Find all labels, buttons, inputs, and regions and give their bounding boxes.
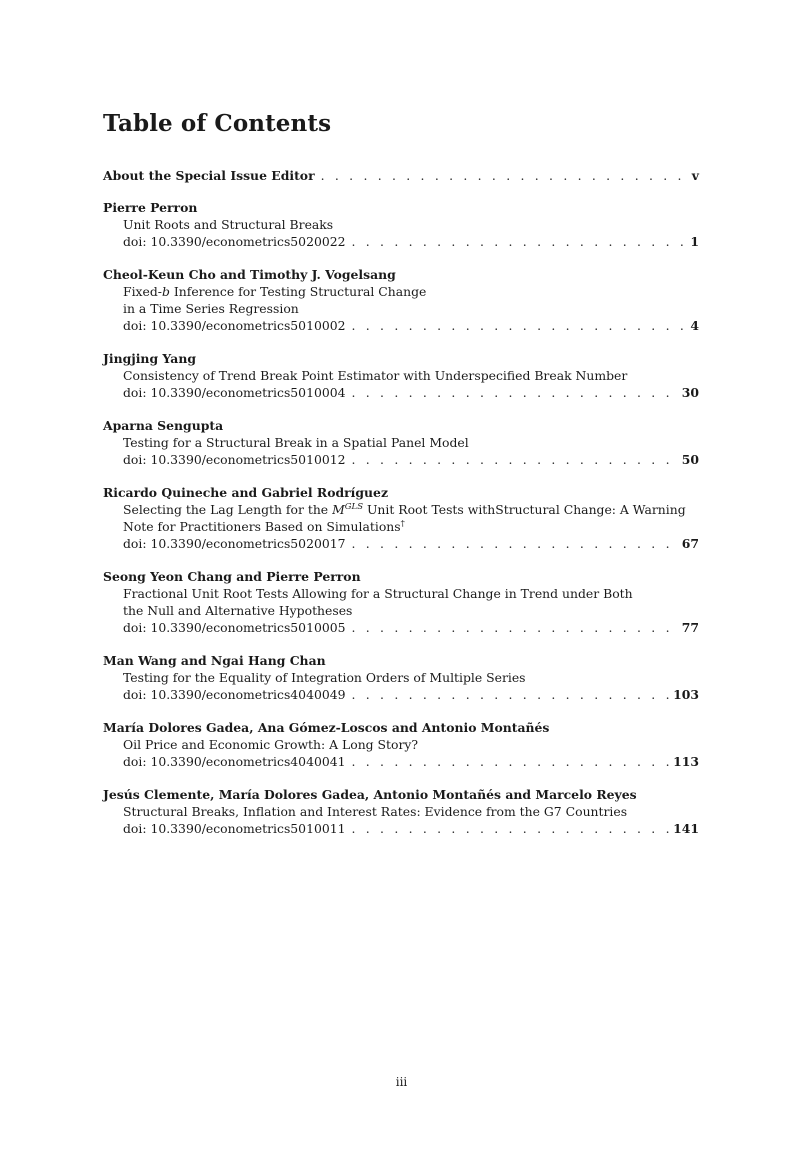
dot-leader bbox=[351, 535, 677, 552]
doi-line bbox=[103, 619, 699, 636]
entry-doi[interactable]: doi: 10.3390/econometrics4040041 bbox=[123, 754, 346, 769]
toc-entry-about[interactable] bbox=[103, 167, 699, 184]
toc-entry[interactable] bbox=[103, 484, 699, 552]
entry-authors: Jesús Clemente, María Dolores Gadea, Antonio Montañés and Marcelo Reyes bbox=[103, 787, 637, 802]
doi-line bbox=[103, 451, 699, 468]
entry-doi[interactable]: doi: 10.3390/econometrics5010004 bbox=[123, 385, 346, 400]
entry-authors: María Dolores Gadea, Ana Gómez-Loscos and Antonio Montañés bbox=[103, 720, 550, 735]
entry-doi[interactable]: doi: 10.3390/econometrics5010011 bbox=[123, 821, 346, 836]
dot-leader bbox=[351, 820, 669, 837]
toc-entry-line bbox=[103, 167, 699, 184]
table-of-contents bbox=[103, 167, 699, 853]
title-text: Note for Practitioners Based on Simulations bbox=[123, 519, 401, 534]
page-title: Table of Contents bbox=[103, 110, 332, 137]
page-number: 113 bbox=[673, 754, 699, 769]
page-number: 141 bbox=[673, 821, 699, 836]
entry-title: Oil Price and Economic Growth: A Long Story? bbox=[123, 737, 419, 752]
entry-title: Fractional Unit Root Tests Allowing for a Structural Change in Trend under Both bbox=[123, 586, 633, 601]
entry-authors: Pierre Perron bbox=[103, 200, 198, 215]
toc-entry-label: About the Special Issue Editor bbox=[103, 168, 315, 183]
entry-authors: Seong Yeon Chang and Pierre Perron bbox=[103, 569, 361, 584]
entry-authors: Jingjing Yang bbox=[103, 351, 197, 366]
entry-title-continued: the Null and Alternative Hypotheses bbox=[123, 603, 353, 618]
doi-line bbox=[103, 233, 699, 250]
toc-entry[interactable] bbox=[103, 266, 699, 334]
entry-doi[interactable]: doi: 10.3390/econometrics5010005 bbox=[123, 620, 346, 635]
entry-authors: Aparna Sengupta bbox=[103, 418, 224, 433]
page-number: 77 bbox=[681, 620, 699, 635]
doi-line bbox=[103, 384, 699, 401]
dot-leader bbox=[351, 686, 669, 703]
dot-leader bbox=[351, 753, 669, 770]
entry-doi[interactable]: doi: 10.3390/econometrics5020022 bbox=[123, 234, 346, 249]
entry-doi[interactable]: doi: 10.3390/econometrics4040049 bbox=[123, 687, 346, 702]
entry-title: Unit Roots and Structural Breaks bbox=[123, 217, 334, 232]
page-number: 67 bbox=[681, 536, 699, 551]
entry-title bbox=[103, 501, 699, 518]
page-number: 103 bbox=[673, 687, 699, 702]
doi-line bbox=[103, 820, 699, 837]
doi-line bbox=[103, 753, 699, 770]
toc-entry[interactable] bbox=[103, 719, 699, 770]
entry-doi[interactable]: doi: 10.3390/econometrics5020017 bbox=[123, 536, 346, 551]
entry-authors: Ricardo Quineche and Gabriel Rodríguez bbox=[103, 485, 388, 500]
doi-line bbox=[103, 535, 699, 552]
toc-entry[interactable] bbox=[103, 417, 699, 468]
doi-line bbox=[103, 686, 699, 703]
math-superscript: GLS bbox=[344, 502, 364, 512]
page-number: 30 bbox=[681, 385, 699, 400]
title-text: Unit Root Tests withStructural Change: A Warning bbox=[363, 502, 686, 517]
entry-title bbox=[103, 283, 699, 300]
dot-leader bbox=[351, 384, 677, 401]
entry-title: Structural Breaks, Inflation and Interest Rates: Evidence from the G7 Countries bbox=[123, 804, 628, 819]
title-text: Inference for Testing Structural Change bbox=[169, 284, 427, 299]
dot-leader bbox=[351, 619, 677, 636]
page-number: 1 bbox=[690, 234, 699, 249]
entry-doi[interactable]: doi: 10.3390/econometrics5010002 bbox=[123, 318, 346, 333]
toc-entry[interactable] bbox=[103, 199, 699, 250]
entry-doi[interactable]: doi: 10.3390/econometrics5010012 bbox=[123, 452, 346, 467]
toc-entry[interactable] bbox=[103, 350, 699, 401]
page-number: 50 bbox=[681, 452, 699, 467]
math-symbol: b bbox=[162, 284, 170, 299]
math-symbol: M bbox=[332, 502, 345, 517]
dot-leader bbox=[351, 233, 686, 250]
page-number: 4 bbox=[690, 318, 699, 333]
entry-authors: Cheol-Keun Cho and Timothy J. Vogelsang bbox=[103, 267, 396, 282]
title-text: Selecting the Lag Length for the bbox=[123, 502, 333, 517]
entry-title: Testing for a Structural Break in a Spatial Panel Model bbox=[123, 435, 469, 450]
entry-title-continued: in a Time Series Regression bbox=[123, 301, 299, 316]
dagger-footnote-mark: † bbox=[400, 519, 405, 529]
page-number-footer: iii bbox=[395, 1075, 408, 1089]
dot-leader bbox=[351, 451, 677, 468]
entry-title-continued bbox=[103, 518, 699, 535]
entry-title: Consistency of Trend Break Point Estimator with Underspecified Break Number bbox=[123, 368, 628, 383]
toc-entry[interactable] bbox=[103, 568, 699, 636]
title-text: Fixed- bbox=[123, 284, 162, 299]
page-number: v bbox=[691, 168, 699, 183]
toc-entry[interactable] bbox=[103, 652, 699, 703]
dot-leader bbox=[321, 167, 688, 184]
toc-entry[interactable] bbox=[103, 786, 699, 837]
entry-title: Testing for the Equality of Integration Orders of Multiple Series bbox=[123, 670, 526, 685]
doi-line bbox=[103, 317, 699, 334]
dot-leader bbox=[351, 317, 686, 334]
entry-authors: Man Wang and Ngai Hang Chan bbox=[103, 653, 326, 668]
